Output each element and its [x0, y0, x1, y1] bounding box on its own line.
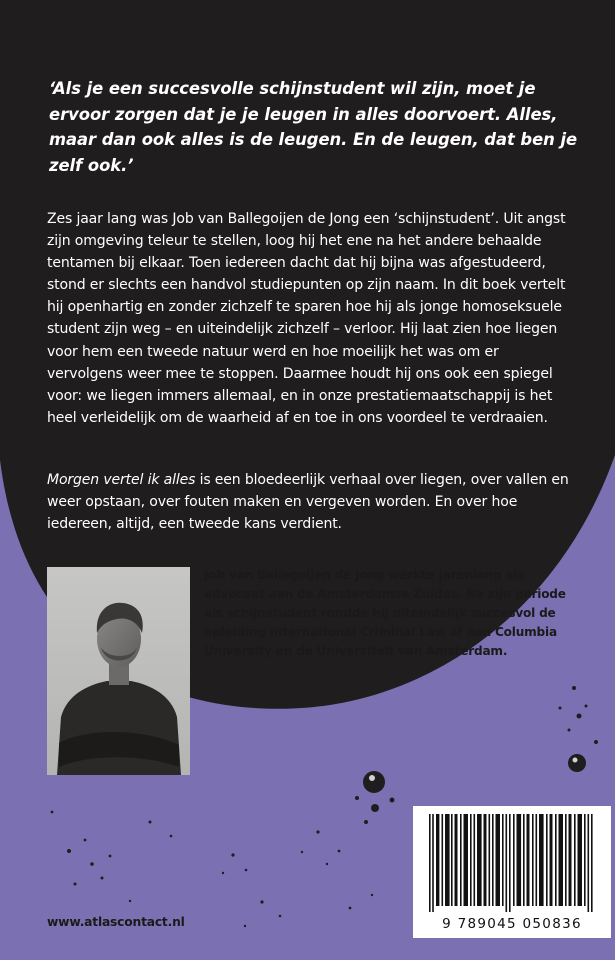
book-title-italic: Morgen vertel ik alles	[47, 472, 196, 488]
author-bio: Job van Ballegoijen de Jong werkte jarenlang als advocaat aan de Amsterdamse Zuidas. Na zijn periode als schijnstudent rondde hij uiteindelijk succesvol de opleiding International Criminal Law af aan Columbia University en de Universiteit van Amsterdam.	[204, 568, 566, 658]
author-photo	[47, 567, 190, 775]
cover-quote: ‘Als je een succesvolle schijnstudent wil zijn, moet je ervoor zorgen dat je je leugen in alles doorvoert. Alles, maar dan ook alles is de leugen. En de leugen, dat ben je zelf ook.’	[49, 79, 578, 175]
publisher-website[interactable]: www.atlascontact.nl	[47, 915, 185, 929]
isbn-number: 9 789045 050836	[442, 916, 582, 932]
description-paragraph-2	[47, 469, 577, 535]
description-paragraph-2-rest: is een bloedeerlijk verhaal over liegen, over vallen en weer opstaan, over fouten maken en vergeven worden. En over hoe iedereen, altijd, een tweede kans verdient.	[47, 472, 569, 533]
isbn-barcode	[413, 806, 611, 938]
barcode-bars	[419, 814, 605, 912]
description-paragraph-1: Zes jaar lang was Job van Ballegoijen de Jong een ‘schijnstudent’. Uit angst zijn omgeving teleur te stellen, loog hij het ene na het andere behaalde tentamen bij elkaar. Toen iedereen dacht dat hij bijna was afgestudeerd, stond er slechts een handvol studiepunten op zijn naam. In dit boek vertelt hij openhartig en zonder zichzelf te sparen hoe hij als jonge homoseksuele student zijn weg – en uiteindelijk zichzelf – verloor. Hij laat zien hoe liegen voor hem een tweede natuur werd en hoe moeilijk het was om er vervolgens weer mee te stoppen. Daarmee houdt hij ons ook een spiegel voor: we liegen immers allemaal, en in onze prestatiemaatschappij is het heel verleidelijk om de waarheid af en toe in ons voordeel te verdraaien.	[47, 211, 566, 426]
